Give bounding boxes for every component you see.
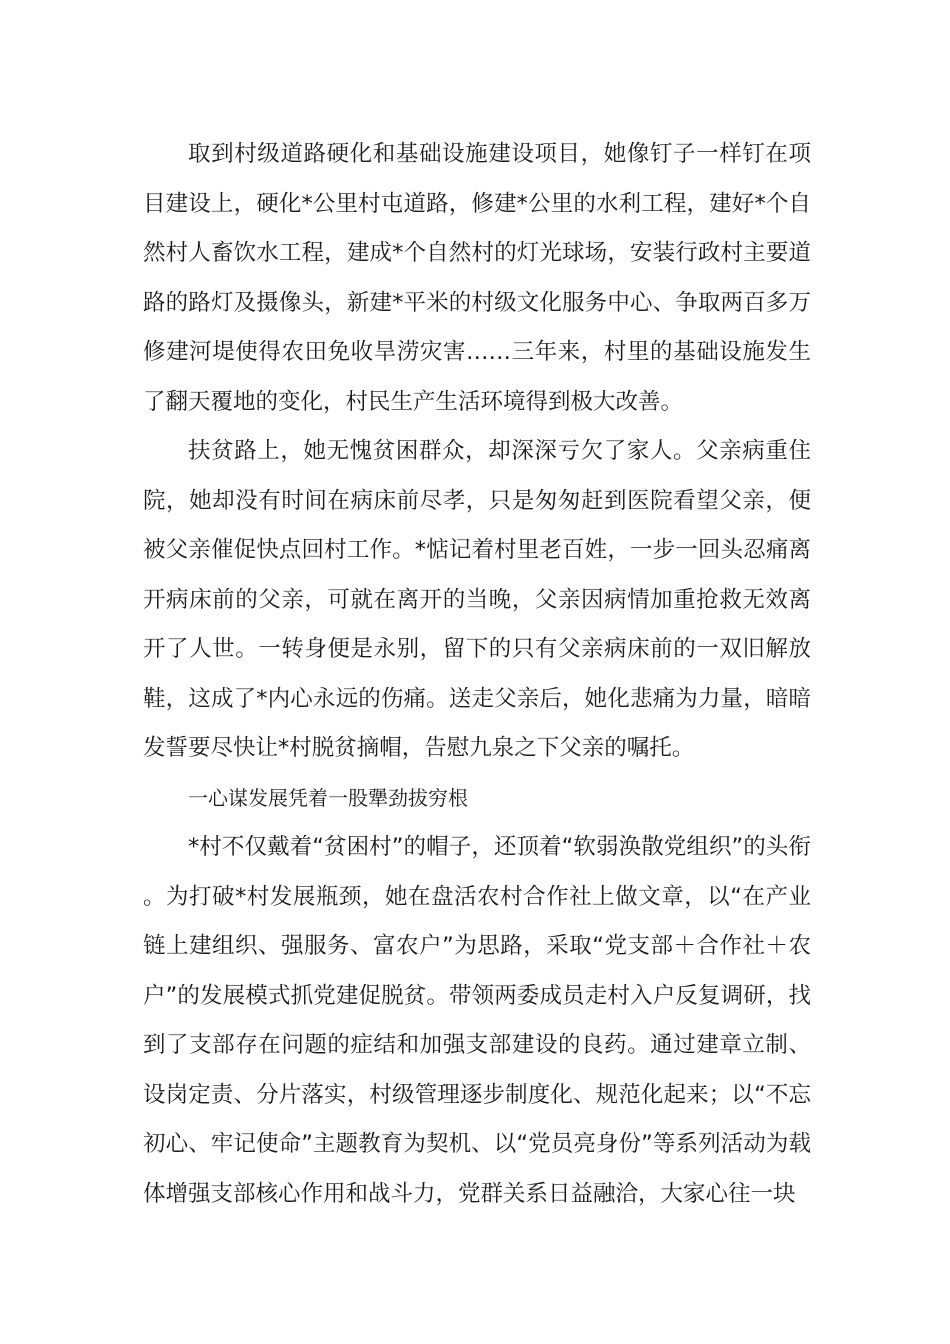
paragraph-family-sacrifice: 扶贫路上，她无愧贫困群众，却深深亏欠了家人。父亲病重住院，她却没有时间在病床前尽孝，只是匆匆赶到医院看望父亲，便被父亲催促快点回村工作。*惦记着村里老百姓，一步一回头忍痛离开病床前的父亲，可就在离开的当晚，父亲因病情加重抢救无效离开了人世。一转身便是永别，留下的只有父亲病床前的一双旧解放鞋，这成了*内心永远的伤痛。送走父亲后，她化悲痛为力量，暗暗发誓要尽快让*村脱贫摘帽，告慰九泉之下父亲的嘱托。 (143, 438, 811, 761)
paragraph-party-building: *村不仅戴着“贫困村”的帽子，还顶着“软弱涣散党组织”的头衔。为打破*村发展瓶颈，她在盘活农村合作社上做文章，以“在产业链上建组织、强服务、富农户”为思路，采取“党支部＋合作社＋农户”的发展模式抓党建促脱贫。带领两委成员走村入户反复调研，找到了支部存在问题的症结和加强支部建设的良药。通过建章立制、设岗定责、分片落实，村级管理逐步制度化、规范化起来；以“不忘初心、牢记使命”主题教育为契机、以“党员亮身份”等系列活动为载体增强支部核心作用和战斗力，党群关系日益融洽，大家心往一块 (143, 834, 811, 1207)
section-heading: 一心谋发展凭着一股犟劲拔穷根 (188, 785, 468, 810)
document-body (143, 130, 811, 1219)
paragraph-infrastructure: 取到村级道路硬化和基础设施建设项目，她像钉子一样钉在项目建设上，硬化*公里村屯道路，修建*公里的水利工程，建好*个自然村人畜饮水工程，建成*个自然村的灯光球场，安装行政村主要道路的路灯及摄像头，新建*平米的村级文化服务中心、争取两百多万修建河堤使得农田免收旱涝灾害……三年来，村里的基础设施发生了翻天覆地的变化，村民生产生活环境得到极大改善。 (143, 141, 811, 415)
